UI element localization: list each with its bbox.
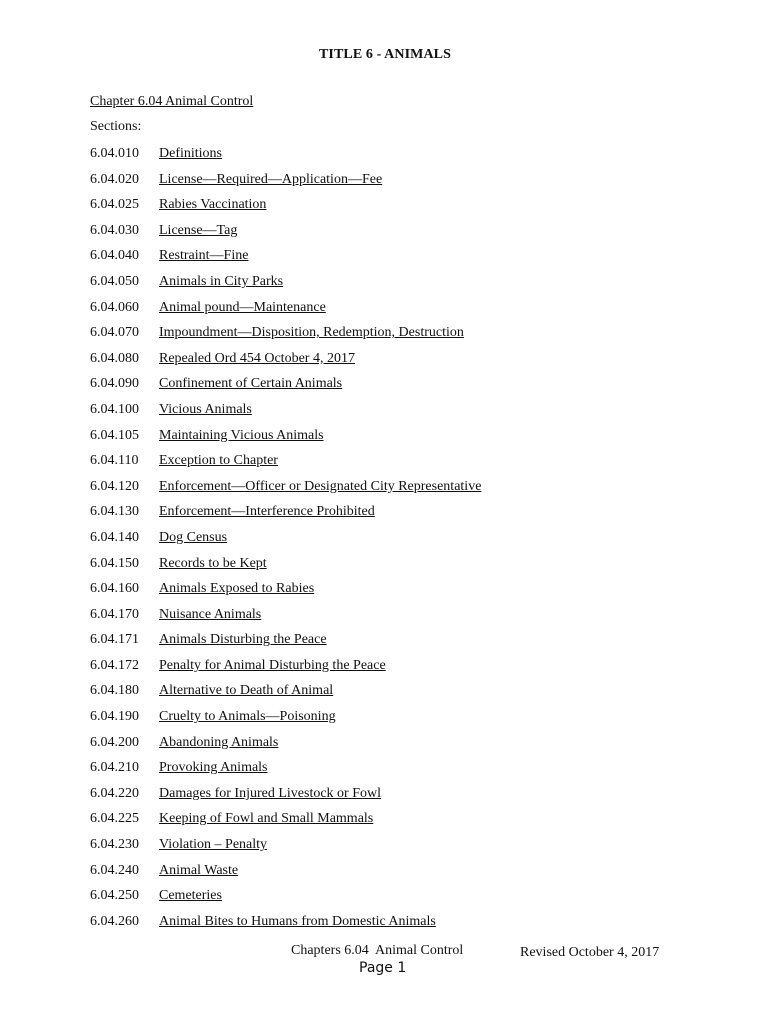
section-title: Animals Disturbing the Peace (159, 632, 327, 648)
section-link[interactable] (90, 529, 481, 555)
footer-page-number: Page 1 (359, 960, 407, 976)
section-link[interactable] (90, 657, 481, 683)
footer-chapter-label: Chapters 6.04 Animal Control (291, 943, 464, 958)
section-link[interactable] (90, 324, 481, 350)
section-number: 6.04.105 (90, 427, 139, 443)
section-title: Maintaining Vicious Animals (159, 427, 324, 443)
section-title: Abandoning Animals (159, 734, 279, 750)
section-title: Keeping of Fowl and Small Mammals (159, 811, 374, 827)
section-title: Animal Bites to Humans from Domestic Animals (159, 913, 436, 929)
section-number: 6.04.180 (90, 683, 139, 699)
section-link[interactable] (90, 913, 481, 939)
section-title: Alternative to Death of Animal (159, 683, 334, 699)
section-title: Repealed Ord 454 October 4, 2017 (159, 350, 355, 366)
section-link[interactable] (90, 785, 481, 811)
section-number: 6.04.210 (90, 760, 139, 776)
section-title: Provoking Animals (159, 760, 268, 776)
section-title: Nuisance Animals (159, 606, 262, 622)
footer-revised-date: Revised October 4, 2017 (520, 945, 660, 960)
section-number: 6.04.171 (90, 632, 139, 648)
section-number: 6.04.070 (90, 325, 139, 341)
section-link[interactable] (90, 580, 481, 606)
section-link[interactable] (90, 299, 481, 325)
section-title: Enforcement—Interference Prohibited (159, 504, 375, 520)
section-link[interactable] (90, 273, 481, 299)
section-link[interactable] (90, 145, 481, 171)
section-title: Animals in City Parks (159, 273, 284, 289)
section-link[interactable] (90, 503, 481, 529)
section-link[interactable] (90, 222, 481, 248)
section-link[interactable] (90, 478, 481, 504)
section-link[interactable] (90, 427, 481, 453)
section-link[interactable] (90, 555, 481, 581)
section-number: 6.04.225 (90, 811, 139, 827)
section-number: 6.04.080 (90, 350, 139, 366)
section-number: 6.04.170 (90, 606, 139, 622)
section-number: 6.04.090 (90, 376, 139, 392)
section-link[interactable] (90, 171, 481, 197)
section-link[interactable] (90, 759, 481, 785)
section-title: Confinement of Certain Animals (159, 376, 343, 392)
section-number: 6.04.120 (90, 478, 139, 494)
section-link[interactable] (90, 682, 481, 708)
section-link[interactable] (90, 375, 481, 401)
section-link[interactable] (90, 196, 481, 222)
section-link[interactable] (90, 631, 481, 657)
section-link[interactable] (90, 708, 481, 734)
section-link[interactable] (90, 810, 481, 836)
section-link[interactable] (90, 734, 481, 760)
section-link[interactable] (90, 606, 481, 632)
sections-label: Sections: (90, 119, 142, 134)
section-number: 6.04.020 (90, 171, 139, 187)
document-title: TITLE 6 - ANIMALS (318, 47, 451, 62)
section-number: 6.04.172 (90, 657, 139, 673)
section-link[interactable] (90, 862, 481, 888)
section-title: Penalty for Animal Disturbing the Peace (159, 657, 386, 673)
section-number: 6.04.140 (90, 529, 139, 545)
section-number: 6.04.200 (90, 734, 139, 750)
section-number: 6.04.050 (90, 273, 139, 289)
section-number: 6.04.100 (90, 401, 139, 417)
section-number: 6.04.160 (90, 581, 139, 597)
section-list (90, 145, 481, 938)
section-title: Vicious Animals (159, 401, 252, 417)
section-title: Animals Exposed to Rabies (159, 581, 315, 597)
section-link[interactable] (90, 836, 481, 862)
section-number: 6.04.025 (90, 197, 139, 213)
section-title: License—Required—Application—Fee (159, 171, 383, 187)
chapter-heading-link[interactable]: Chapter 6.04 Animal Control (90, 94, 254, 109)
section-number: 6.04.060 (90, 299, 139, 315)
section-link[interactable] (90, 401, 481, 427)
section-number: 6.04.130 (90, 504, 139, 520)
section-title: License—Tag (159, 222, 238, 238)
section-number: 6.04.250 (90, 888, 139, 904)
section-title: Definitions (159, 146, 222, 161)
section-title: Cruelty to Animals—Poisoning (159, 709, 336, 725)
section-title: Dog Census (159, 529, 228, 545)
section-title: Animal pound—Maintenance (159, 299, 326, 315)
section-title: Records to be Kept (159, 555, 267, 571)
section-number: 6.04.010 (90, 146, 139, 161)
section-number: 6.04.260 (90, 913, 139, 929)
section-number: 6.04.110 (90, 453, 139, 469)
section-title: Cemeteries (159, 888, 222, 904)
section-title: Enforcement—Officer or Designated City Representative (159, 478, 482, 494)
section-number: 6.04.240 (90, 862, 139, 878)
section-title: Violation – Penalty (159, 837, 268, 853)
section-title: Animal Waste (159, 862, 239, 878)
section-link[interactable] (90, 452, 481, 478)
section-number: 6.04.150 (90, 555, 139, 571)
section-number: 6.04.230 (90, 837, 139, 853)
section-title: Exception to Chapter (159, 453, 278, 469)
section-title: Impoundment—Disposition, Redemption, Destruction (159, 325, 464, 341)
section-title: Rabies Vaccination (159, 197, 267, 213)
section-link[interactable] (90, 247, 481, 273)
section-number: 6.04.220 (90, 785, 139, 801)
section-number: 6.04.190 (90, 709, 139, 725)
section-title: Restraint—Fine (159, 248, 249, 264)
section-title: Damages for Injured Livestock or Fowl (159, 785, 381, 801)
section-link[interactable] (90, 887, 481, 913)
section-number: 6.04.040 (90, 248, 139, 264)
section-link[interactable] (90, 350, 481, 376)
section-number: 6.04.030 (90, 222, 139, 238)
